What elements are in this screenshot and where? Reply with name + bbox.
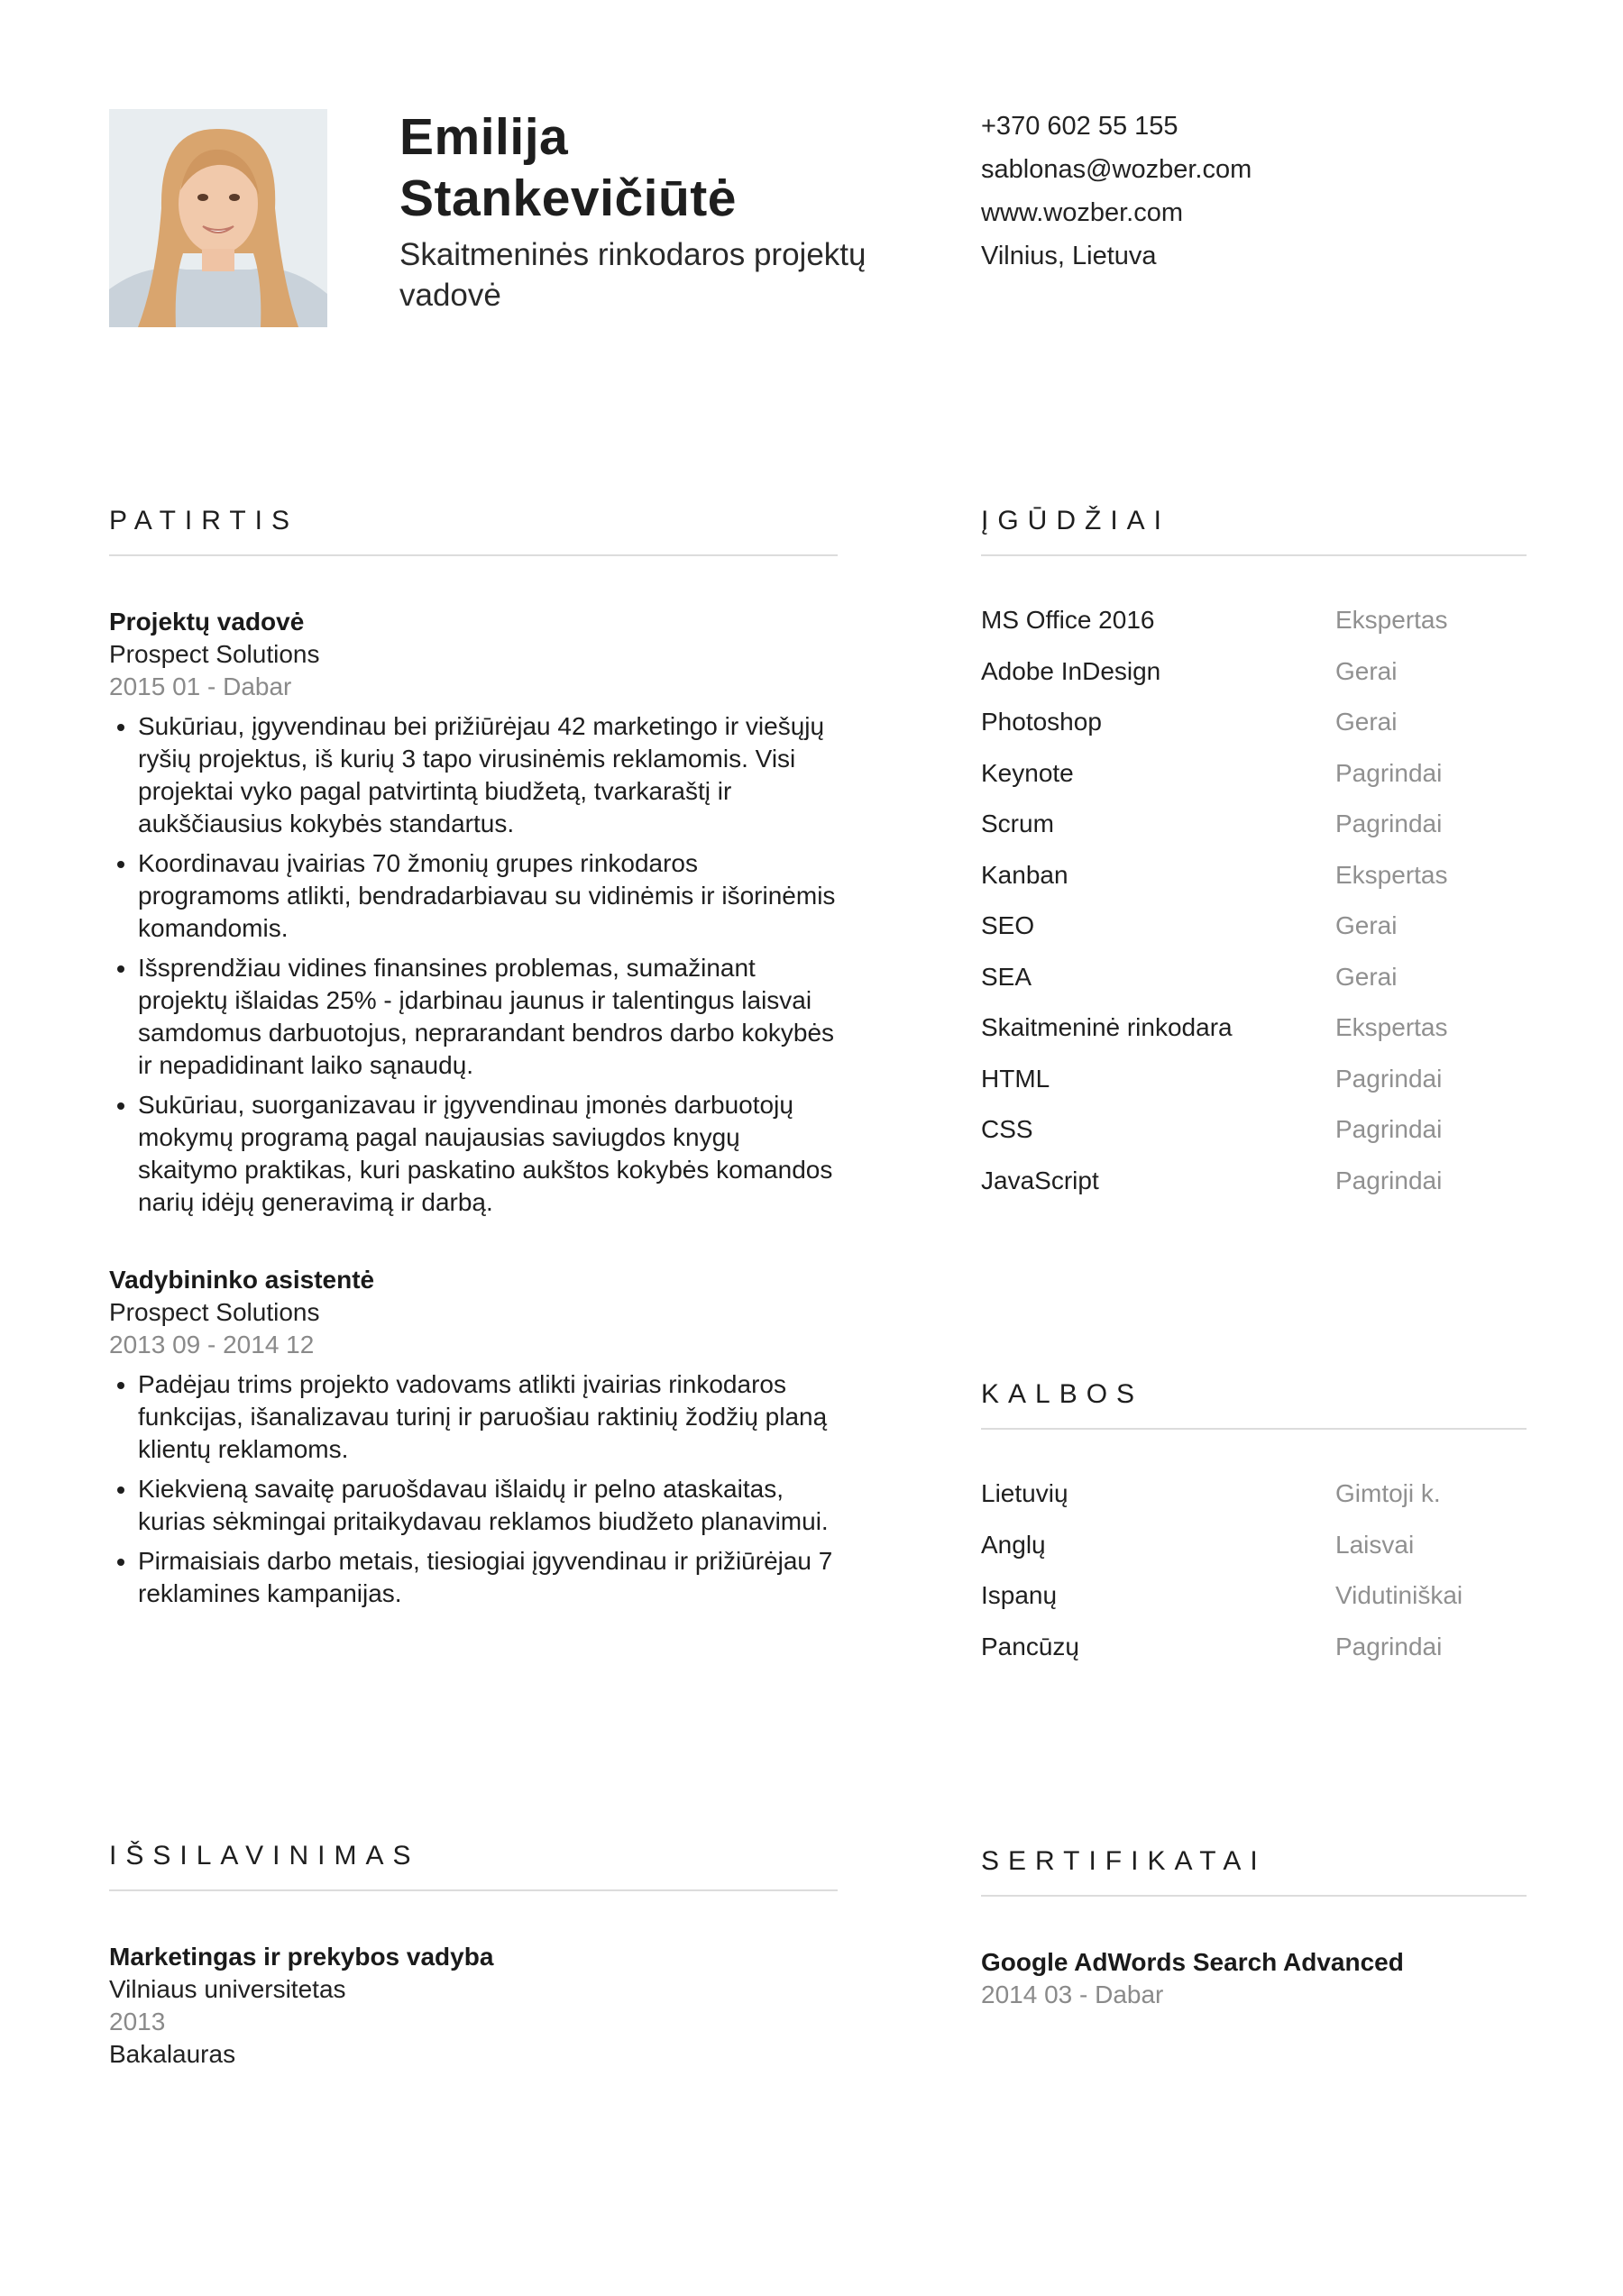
job-bullet: • Kiekvieną savaitę paruošdavau išlaidų ir pelno ataskaitas, kurias sėkmingai pritaikydavau reklamos biudžeto planavimui. [138, 1473, 838, 1538]
skill-level: Pagrindai [1335, 1115, 1443, 1143]
skill-name: HTML [981, 1064, 1050, 1093]
skill-level: Gerai [1335, 708, 1398, 736]
skill-level: Pagrindai [1335, 1166, 1443, 1194]
language-row [981, 1479, 1527, 1531]
skill-row [981, 911, 1527, 963]
skill-name: Skaitmeninė rinkodara [981, 1013, 1233, 1041]
job-bullet: • Sukūriau, suorganizavau ir įgyvendinau įmonės darbuotojų mokymų programą pagal naujausias saviugdos knygų skaitymo praktikas, kuri paskatino aukštos kokybės komandos narių idėjų generavimą ir darbą. [138, 1089, 838, 1219]
language-name: Ispanų [981, 1581, 1058, 1609]
language-row [981, 1581, 1527, 1633]
certificate-entry [981, 1946, 1527, 2011]
language-level: Gimtoji k. [1335, 1479, 1441, 1507]
job-bullet: • Koordinavau įvairias 70 žmonių grupes rinkodaros programoms atlikti, bendradarbiavau su vidinėmis ir išorinėmis komandomis. [138, 847, 838, 945]
certificates-section [981, 1846, 1527, 2011]
language-level: Laisvai [1335, 1530, 1415, 1559]
job-entry [109, 1264, 838, 1610]
job-bullets [109, 1368, 838, 1610]
skill-name: Adobe InDesign [981, 656, 1161, 685]
skill-name: JavaScript [981, 1166, 1099, 1194]
language-row [981, 1531, 1527, 1582]
skill-row [981, 1065, 1527, 1116]
skill-name: SEA [981, 962, 1032, 991]
skill-level: Gerai [1335, 656, 1398, 685]
skill-row [981, 861, 1527, 912]
skill-row [981, 606, 1527, 657]
skill-name: MS Office 2016 [981, 606, 1155, 634]
language-row [981, 1633, 1527, 1684]
skill-level: Pagrindai [1335, 758, 1443, 787]
education-school: Vilniaus universitetas [109, 1975, 346, 2003]
skill-row [981, 759, 1527, 810]
skill-level: Gerai [1335, 911, 1398, 939]
skill-level: Ekspertas [1335, 606, 1448, 634]
skill-name: CSS [981, 1115, 1033, 1143]
contact-email[interactable]: sablonas@wozber.com [981, 155, 1252, 184]
contact-block [981, 105, 1540, 278]
section-heading-experience: PATIRTIS [109, 506, 838, 556]
job-title: Vadybininko asistentė [109, 1266, 375, 1294]
job-date: 2013 09 - 2014 12 [109, 1331, 315, 1358]
job-title: Projektų vadovė [109, 608, 305, 636]
education-level: Bakalauras [109, 2040, 236, 2068]
skill-name: Kanban [981, 860, 1068, 889]
job-date: 2015 01 - Dabar [109, 672, 292, 700]
section-heading-skills: ĮGŪDŽIAI [981, 506, 1527, 556]
skill-row [981, 708, 1527, 759]
language-name: Lietuvių [981, 1479, 1068, 1507]
languages-list [981, 1479, 1527, 1683]
job-bullet: • Padėjau trims projekto vadovams atlikti įvairias rinkodaros funkcijas, išanalizavau turinį ir paruošiau raktinių žodžių planą klientų reklamoms. [138, 1368, 838, 1466]
job-bullet: • Išsprendžiau vidines finansines problemas, sumažinant projektų išlaidas 25% - įdarbinau jaunus ir talentingus laisvai samdomus darbuotojus, neprarandant bendros darbo kokybės ir nepadidinant laiko sąnaudų. [138, 952, 838, 1082]
candidate-name: Emilija Stankevičiūtė [399, 108, 737, 227]
skill-level: Pagrindai [1335, 1064, 1443, 1093]
job-bullets [109, 710, 838, 1219]
skill-level: Ekspertas [1335, 860, 1448, 889]
candidate-title: Skaitmeninės rinkodaros projektų vadovė [399, 237, 867, 313]
education-section [109, 1841, 838, 2071]
language-name: Anglų [981, 1530, 1046, 1559]
skills-section [981, 506, 1527, 1217]
profile-photo [109, 109, 327, 327]
skill-name: Keynote [981, 758, 1074, 787]
job-company: Prospect Solutions [109, 640, 320, 668]
skill-row [981, 657, 1527, 709]
contact-phone[interactable]: +370 602 55 155 [981, 112, 1178, 141]
section-heading-education: IŠSILAVINIMAS [109, 1841, 838, 1891]
education-year: 2013 [109, 2008, 166, 2035]
section-heading-certificates: SERTIFIKATAI [981, 1846, 1527, 1897]
job-company: Prospect Solutions [109, 1298, 320, 1326]
certificate-title: Google AdWords Search Advanced [981, 1948, 1404, 1976]
skill-name: Photoshop [981, 708, 1102, 736]
language-level: Vidutiniškai [1335, 1581, 1463, 1609]
job-entry [109, 606, 838, 1219]
skill-name: SEO [981, 911, 1035, 939]
education-degree: Marketingas ir prekybos vadyba [109, 1943, 494, 1971]
certificate-date: 2014 03 - Dabar [981, 1980, 1164, 2008]
job-bullet: • Sukūriau, įgyvendinau bei prižiūrėjau 42 marketingo ir viešųjų ryšių projektus, iš kurių 3 tapo virusinėmis reklamomis. Visi projektai vyko pagal patvirtintą biudžetą, tvarkaraštį ir aukščiausius kokybės standartus. [138, 710, 838, 840]
skill-row [981, 1115, 1527, 1166]
languages-section [981, 1379, 1527, 1683]
skills-list [981, 606, 1527, 1217]
skill-row [981, 1013, 1527, 1065]
skill-level: Gerai [1335, 962, 1398, 991]
skill-row [981, 963, 1527, 1014]
language-level: Pagrindai [1335, 1632, 1443, 1660]
contact-location: Vilnius, Lietuva [981, 242, 1157, 270]
section-heading-languages: KALBOS [981, 1379, 1527, 1430]
experience-section [109, 506, 838, 1617]
language-name: Pancūzų [981, 1632, 1079, 1660]
portrait-image [109, 109, 327, 327]
skill-level: Pagrindai [1335, 810, 1443, 837]
skill-row [981, 810, 1527, 861]
skill-level: Ekspertas [1335, 1013, 1448, 1041]
education-entry [109, 1941, 838, 2071]
skill-row [981, 1166, 1527, 1218]
skill-name: Scrum [981, 810, 1054, 837]
contact-website[interactable]: www.wozber.com [981, 198, 1184, 227]
job-bullet: • Pirmaisiais darbo metais, tiesiogiai įgyvendinau ir prižiūrėjau 7 reklamines kampanijas. [138, 1545, 838, 1610]
